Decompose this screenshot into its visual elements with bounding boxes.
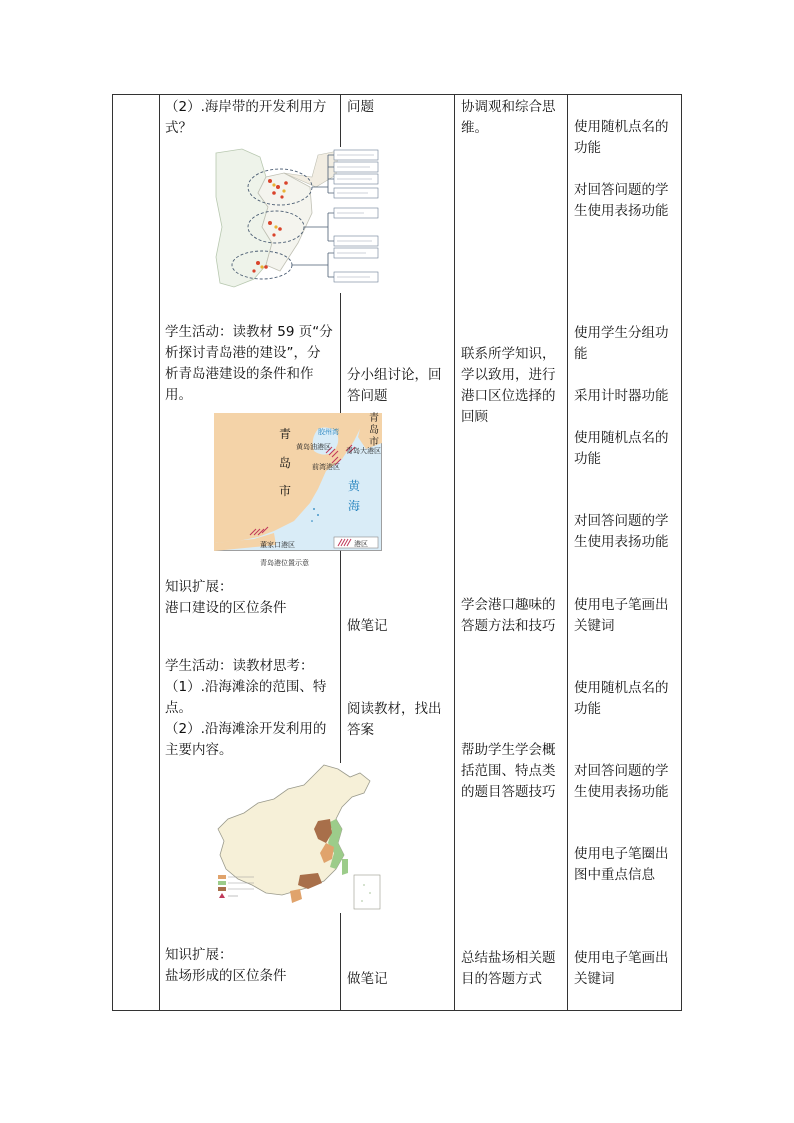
extension-text: 港口建设的区位条件: [165, 600, 287, 616]
intent-text: 学以致用，进行: [461, 367, 556, 383]
table-cell-technology: [568, 95, 682, 1011]
intent-text: 总结盐场相关题: [461, 950, 556, 966]
activity-text: 主要内容。: [165, 742, 233, 758]
tech-text: 采用计时器功能: [574, 388, 669, 404]
extension-text: 知识扩展：: [165, 579, 233, 595]
tech-text: 使用随机点名的: [574, 119, 669, 135]
question-text: （2）.海岸带的开发利用方: [165, 99, 327, 115]
activity-text: （2）.沿海滩涂开发利用的: [165, 721, 327, 737]
activity-text: 析青岛港建设的条件和作: [165, 366, 314, 382]
map-label: 胶州湾: [318, 428, 339, 436]
tech-text: 功能: [574, 140, 601, 156]
activity-text: 学生活动：读教材 59 页“分: [165, 324, 333, 340]
student-text: 分小组讨论，回: [347, 367, 442, 383]
map-label: 市: [369, 437, 379, 448]
intent-text: 的题目答题技巧: [461, 784, 556, 800]
map-label: 海: [348, 499, 361, 513]
intent-text: 帮助学生学会概: [461, 742, 556, 758]
intent-text: 协调观和综合思: [461, 99, 556, 115]
tech-text: 关键词: [574, 971, 615, 987]
intent-text: 学会港口趣味的: [461, 597, 556, 613]
tech-text: 使用电子笔画出: [574, 950, 669, 966]
question-text: 式？: [165, 120, 192, 136]
activity-text: （1）.沿海滩涂的范围、特: [165, 679, 327, 695]
tech-text: 使用随机点名的: [574, 430, 669, 446]
intent-text: 港口区位选择的: [461, 388, 556, 404]
table-cell-student: [341, 95, 455, 1011]
intent-text: 括范围、特点类: [461, 763, 556, 779]
map-label: 董家口港区: [260, 541, 295, 549]
tech-text: 使用电子笔画出: [574, 597, 669, 613]
student-text: 问题: [347, 99, 374, 115]
tech-text: 对回答问题的学: [574, 763, 669, 779]
table-cell-intent: [455, 95, 568, 1011]
tech-text: 生使用表扬功能: [574, 534, 669, 550]
map-label: 黄: [348, 479, 361, 493]
student-text: 阅读教材，找出: [347, 701, 442, 717]
map-label: 黄岛油港区: [296, 443, 331, 451]
map-label: 市: [279, 484, 292, 498]
lesson-plan-table: [112, 94, 682, 1011]
table-cell-empty: [113, 95, 160, 1011]
intent-text: 联系所学知识，: [461, 346, 556, 362]
tech-text: 能: [574, 346, 588, 362]
map-label: 前湾港区: [312, 463, 340, 471]
extension-text: 盐场形成的区位条件: [165, 968, 287, 984]
tech-text: 对回答问题的学: [574, 513, 669, 529]
map-label: 青岛大港区: [346, 447, 381, 455]
tech-text: 生使用表扬功能: [574, 784, 669, 800]
tech-text: 功能: [574, 701, 601, 717]
tech-text: 使用随机点名的: [574, 680, 669, 696]
tech-text: 图中重点信息: [574, 867, 655, 883]
tech-text: 关键词: [574, 618, 615, 634]
student-text: 做笔记: [347, 971, 388, 987]
intent-text: 目的答题方式: [461, 971, 542, 987]
student-text: 答案: [347, 722, 374, 738]
activity-text: 析探讨青岛港的建设”，分: [165, 345, 321, 361]
map-label: 青: [279, 427, 292, 441]
tech-text: 生使用表扬功能: [574, 203, 669, 219]
tech-text: 使用学生分组功: [574, 325, 669, 341]
activity-text: 点。: [165, 700, 192, 716]
activity-text: 学生活动：读教材思考：: [165, 658, 314, 674]
map-label: 青: [369, 413, 379, 424]
intent-text: 维。: [461, 120, 488, 136]
map-legend: 港区: [354, 540, 368, 548]
intent-text: 答题方法和技巧: [461, 618, 556, 634]
map-label: 岛: [279, 456, 292, 470]
tech-text: 对回答问题的学: [574, 182, 669, 198]
extension-text: 知识扩展：: [165, 947, 233, 963]
tech-text: 功能: [574, 451, 601, 467]
map-label: 岛: [369, 425, 379, 436]
intent-text: 回顾: [461, 409, 488, 425]
student-text: 做笔记: [347, 618, 388, 634]
tech-text: 使用电子笔圈出: [574, 846, 669, 862]
student-text: 答问题: [347, 388, 388, 404]
activity-text: 用。: [165, 387, 192, 403]
map-caption: 青岛港位置示意: [260, 559, 309, 567]
